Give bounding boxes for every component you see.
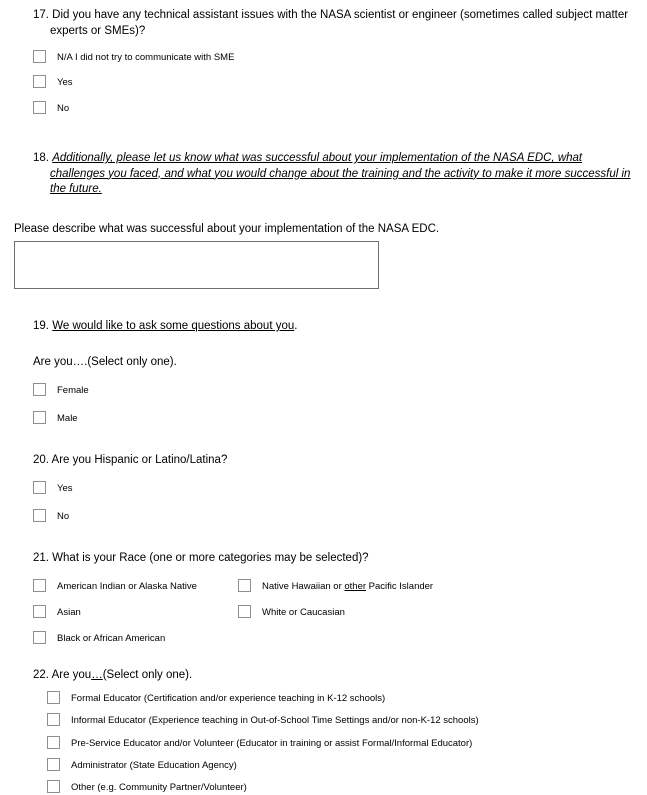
option-label [262,579,433,593]
option-row-q21-black [33,631,238,645]
checkbox[interactable] [33,631,46,644]
option-label: Administrator (State Education Agency) [71,760,237,772]
option-row-q21-american-indian [33,579,238,593]
option-label: Black or African American [57,633,166,645]
option-row-q20-yes [33,481,635,495]
option-row-q22-other [47,780,635,794]
question-20 [33,453,635,523]
checkbox[interactable] [33,411,46,424]
option-row-q17-no [33,101,635,115]
checkbox[interactable] [33,481,46,494]
checkbox[interactable] [33,509,46,522]
option-label: Yes [57,77,73,89]
question-19-underlined-text: We would like to ask some questions about you [52,320,295,333]
question-number: 22. [33,668,49,681]
question-19 [33,319,635,425]
question-17-text: 17. Did you have any technical assistant issues with the NASA scientist or engineer (sometimes called subject matter experts or SMEs)? [33,9,629,37]
option-label: No [57,510,70,522]
question-21 [33,551,635,646]
race-row-3 [33,631,635,645]
question-number: 18. [33,152,49,165]
checkbox[interactable] [47,691,60,704]
checkbox[interactable] [33,101,46,114]
option-label: Male [57,412,78,424]
option-row-q20-no [33,509,635,523]
option-label: White or Caucasian [262,606,345,618]
race-row-2 [33,605,635,619]
question-19-text [33,319,635,335]
option-label-prefix: Native Hawaiian or [262,580,345,592]
question-19-subtext: Are you….(Select only one). [33,355,177,368]
option-row-q22-administrator [47,758,635,772]
checkbox[interactable] [47,758,60,771]
question-18-underlined-text: Additionally, please let us know what was successful about your implementation of the NASA EDC, what challenges you faced, and what you would change about the training and the activity to make it more successful in the future. [50,152,631,196]
checkbox[interactable] [33,605,46,618]
option-row-q17-yes [33,75,635,89]
option-row-q21-native-hawaiian [238,579,433,593]
option-label: Informal Educator (Experience teaching in Out-of-School Time Settings and/or non-K-12 schools) [71,715,479,727]
checkbox[interactable] [33,579,46,592]
option-row-q22-formal-educator [47,691,635,705]
option-label: Formal Educator (Certification and/or experience teaching in K-12 schools) [71,693,386,705]
race-row-1 [33,579,635,593]
option-row-q22-informal-educator [47,713,635,727]
checkbox[interactable] [47,713,60,726]
checkbox[interactable] [33,50,46,63]
option-label: N/A I did not try to communicate with SME [57,52,235,64]
checkbox[interactable] [33,75,46,88]
checkbox[interactable] [47,736,60,749]
option-row-q22-preservice-educator [47,736,635,750]
option-label: Female [57,385,89,397]
option-label: Asian [57,606,81,618]
question-22-underlined: … [91,668,103,681]
question-22 [33,668,635,795]
question-19-suffix: . [294,320,298,333]
option-label-suffix: Pacific Islander [366,580,434,592]
question-22-suffix: (Select only one). [102,668,193,681]
question-18 [33,151,635,198]
question-18-text [33,151,635,198]
response-textbox[interactable] [14,241,379,289]
option-row-q21-asian [33,605,238,619]
option-row-q21-white [238,605,345,619]
option-label: Other (e.g. Community Partner/Volunteer) [71,782,247,794]
question-21-text: 21. What is your Race (one or more categories may be selected)? [33,552,369,565]
option-row-q19-female [33,383,635,397]
checkbox[interactable] [238,605,251,618]
question-number: 19. [33,320,49,333]
option-label: Pre-Service Educator and/or Volunteer (Educator in training or assist Formal/Informal Educator) [71,737,473,749]
question-22-prefix: Are you [51,668,92,681]
option-label: American Indian or Alaska Native [57,580,197,592]
option-label: Yes [57,483,73,495]
checkbox[interactable] [33,383,46,396]
question-20-text: 20. Are you Hispanic or Latino/Latina? [33,453,228,466]
question-17 [33,8,635,115]
question-22-text [33,668,635,684]
option-label-underlined: other [344,580,367,592]
checkbox[interactable] [238,579,251,592]
question-18-prompt: Please describe what was successful about your implementation of the NASA EDC. [14,222,440,235]
checkbox[interactable] [47,780,60,793]
option-row-q19-male [33,411,635,425]
option-label: No [57,102,70,114]
option-row-q17-na [33,50,635,64]
